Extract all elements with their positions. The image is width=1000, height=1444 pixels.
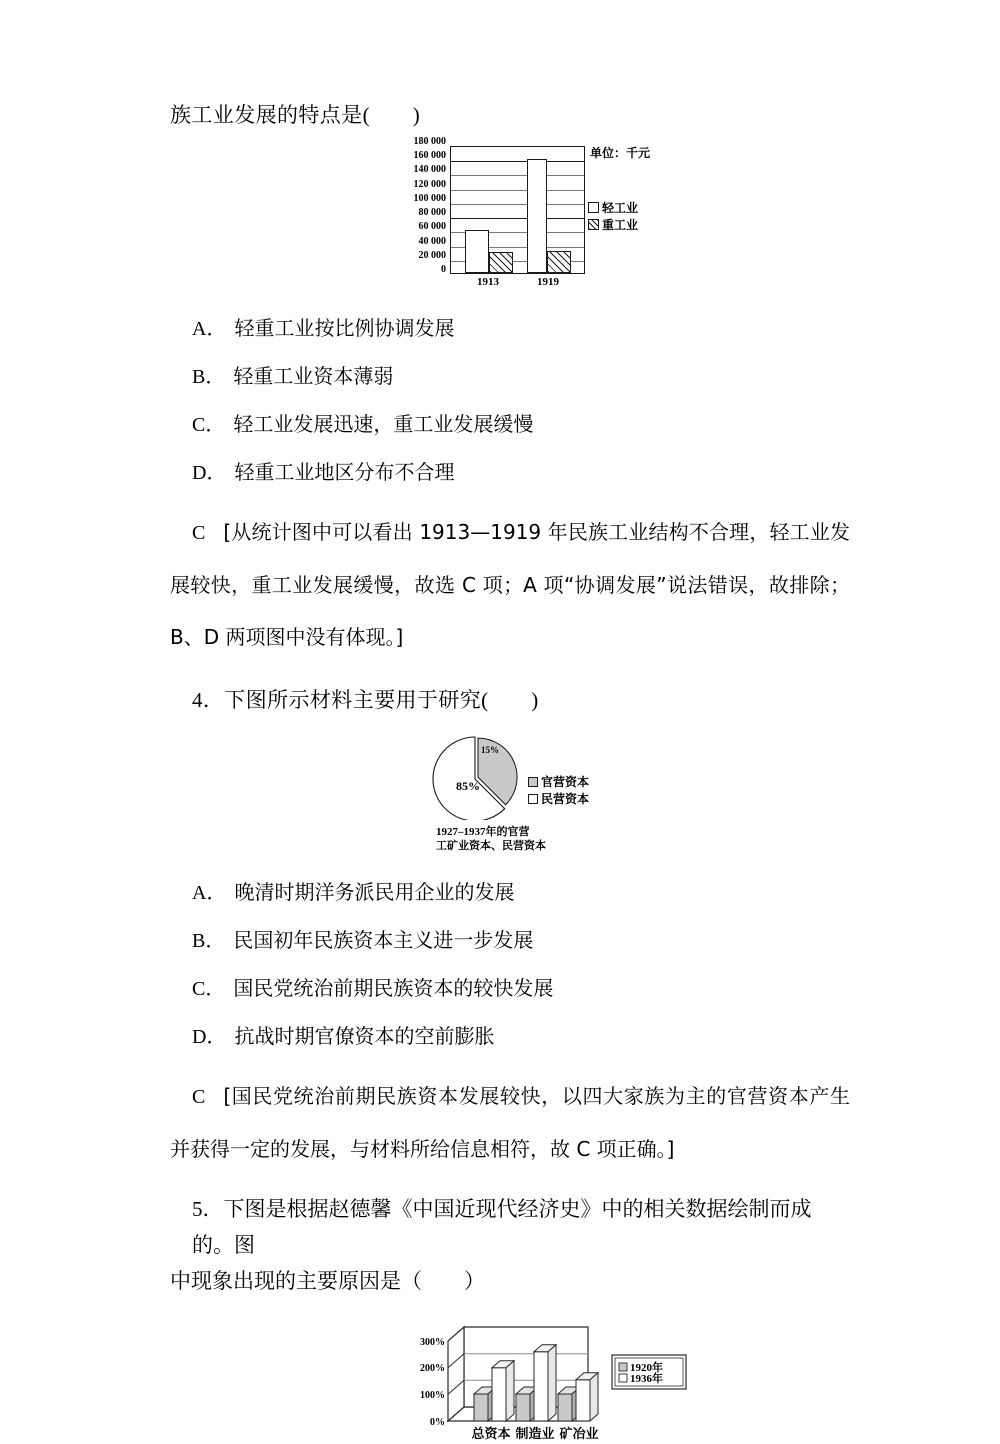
question3-option-c-label: C． (192, 414, 226, 436)
question3-explanation-text: [从统计图中可以看出 1913—1919 年民族工业结构不合理，轻工业发展较快，重工业发展缓慢，故选 C 项；A 项“协调发展”说法错误，故排除；B、D 两项图中没有体现。] (170, 520, 850, 649)
chart1-ytick-80000: 80 000 (418, 207, 446, 219)
question5-stem-line2: 中现象出现的主要原因是（ ） (170, 1269, 485, 1293)
question4-option-d-label: D． (192, 1026, 227, 1048)
legend-swatch-white-icon (588, 202, 599, 213)
question3-stem: 族工业发展的特点是( ) (170, 103, 421, 127)
chart2-value-label-state: 15% (481, 745, 499, 755)
chart1-legend (588, 200, 638, 234)
chart1-ytick-100000: 100 000 (413, 192, 446, 204)
question3-option-b-label: B． (192, 366, 226, 388)
chart2-legend (528, 774, 589, 808)
chart1-bar-1913-light (465, 230, 489, 273)
chart1-legend-item-heavy (588, 217, 638, 234)
chart1-gridline-80000 (451, 218, 584, 219)
chart1-xtick-1913: 1913 (477, 276, 499, 288)
chart3-ytick-0: 0% (430, 1417, 445, 1428)
chart1-gridline-160000 (451, 161, 584, 162)
chart1-xtick-1919: 1919 (537, 276, 559, 288)
chart1-bar-1919-heavy (547, 251, 571, 273)
chart2-legend-label-state: 官营资本 (541, 775, 590, 789)
figure-1913-1919-bar-chart (382, 136, 682, 292)
chart3-y-axis-labels (420, 1337, 445, 1428)
question3-option-c[interactable] (192, 414, 850, 436)
chart2-legend-label-private: 民营资本 (541, 792, 590, 806)
chart3-legend (612, 1355, 686, 1389)
question4-option-c[interactable] (192, 978, 850, 1000)
question3-answer: C (192, 522, 206, 544)
figure-1927-1937-pie-chart (432, 731, 732, 856)
chart3-ytick-100: 100% (420, 1390, 445, 1401)
chart2-legend-item-state (528, 774, 589, 791)
legend-swatch-1936-icon (619, 1374, 627, 1382)
question3-option-d-text: 轻重工业地区分布不合理 (234, 462, 455, 484)
question4-answer: C (192, 1086, 206, 1108)
question4-option-d-text: 抗战时期官僚资本的空前膨胀 (234, 1026, 495, 1048)
chart1-ytick-20000: 20 000 (418, 249, 446, 261)
chart1-bar-1913-heavy (489, 252, 513, 273)
legend-swatch-white-icon-2 (528, 794, 538, 804)
question3-option-b-text: 轻重工业资本薄弱 (233, 366, 394, 388)
chart3-svg (388, 1309, 718, 1444)
chart3-ytick-300: 300% (420, 1337, 445, 1348)
chart1-bar-1919-light (527, 159, 547, 273)
legend-swatch-1920-icon (619, 1363, 627, 1371)
chart1-ytick-140000: 140 000 (413, 164, 446, 176)
chart2-caption-line2: 工矿业资本、民营资本 (436, 840, 546, 852)
chart1-legend-label-heavy: 重工业 (602, 218, 639, 232)
chart2-pie-svg (432, 734, 518, 820)
chart1-plot-area (450, 146, 585, 274)
question3-explanation (170, 506, 850, 663)
question3-option-c-text: 轻工业发展迅速，重工业发展缓慢 (233, 414, 534, 436)
question4-explanation-text: [国民党统治前期民族资本发展较快，以四大家族为主的官营资本产生并获得一定的发展，与材料所给信息相符，故 C 项正确。] (170, 1084, 850, 1161)
question3-option-d-label: D． (192, 462, 227, 484)
question4-option-a[interactable] (192, 882, 850, 904)
chart1-legend-item-light (588, 200, 638, 217)
chart3-x-axis-labels (471, 1426, 598, 1442)
question3-option-a-text: 轻重工业按比例协调发展 (234, 318, 455, 340)
question4-option-b-label: B． (192, 930, 226, 952)
question3-option-a[interactable] (192, 318, 850, 340)
question3-option-a-label: A． (192, 318, 227, 340)
question4-option-a-text: 晚清时期洋务派民用企业的发展 (234, 882, 515, 904)
chart2-caption (436, 825, 546, 853)
question4-explanation (170, 1070, 850, 1175)
chart3-legend-label-1936: 1936年 (630, 1373, 663, 1385)
chart1-gridline-140000 (451, 175, 584, 176)
chart3-xtick-manufacturing: 制造业 (515, 1427, 555, 1442)
chart1-legend-label-light: 轻工业 (602, 201, 639, 215)
question3-option-b[interactable] (192, 366, 850, 388)
chart1-ytick-40000: 40 000 (418, 235, 446, 247)
chart1-ytick-0: 0 (441, 264, 446, 275)
question5-stem-line1: 5．下图是根据赵德馨《中国近现代经济史》中的相关数据绘制而成的。图 (192, 1197, 812, 1257)
chart3-xtick-mining: 矿冶业 (559, 1427, 599, 1442)
chart3-xtick-total: 总资本 (471, 1427, 511, 1442)
question4-option-d[interactable] (192, 1026, 850, 1048)
chart3-ytick-200: 200% (420, 1363, 445, 1374)
question4-option-a-label: A． (192, 882, 227, 904)
chart1-gridline-120000 (451, 190, 584, 191)
chart3-bar-1936-total (492, 1361, 514, 1421)
question4-option-b-text: 民国初年民族资本主义进一步发展 (233, 930, 534, 952)
question3-option-d[interactable] (192, 462, 850, 484)
question4-option-c-text: 国民党统治前期民族资本的较快发展 (233, 978, 554, 1000)
chart1-gridline-100000 (451, 204, 584, 205)
question4-option-c-label: C． (192, 978, 226, 1000)
chart1-unit-label: 单位：千元 (590, 146, 651, 160)
chart2-value-label-private: 85% (456, 779, 480, 793)
chart1-ytick-60000: 60 000 (418, 221, 446, 233)
chart3-bar-1936-manufacturing (534, 1345, 556, 1421)
chart2-caption-line1: 1927–1937年的官营 (436, 826, 530, 838)
chart1-ytick-180000: 180 000 (413, 136, 446, 147)
legend-swatch-grey-icon (528, 777, 538, 787)
chart2-legend-item-private (528, 791, 589, 808)
chart1-ytick-120000: 120 000 (413, 178, 446, 190)
question4-stem: 4．下图所示材料主要用于研究( ) (192, 688, 539, 712)
chart1-ytick-160000: 160 000 (413, 150, 446, 162)
page-content (170, 98, 850, 1444)
figure-1920-1936-bar-chart (388, 1309, 718, 1444)
legend-swatch-hatch-icon (588, 219, 599, 230)
question4-option-b[interactable] (192, 930, 850, 952)
chart3-legend-label-1920: 1920年 (630, 1362, 663, 1374)
